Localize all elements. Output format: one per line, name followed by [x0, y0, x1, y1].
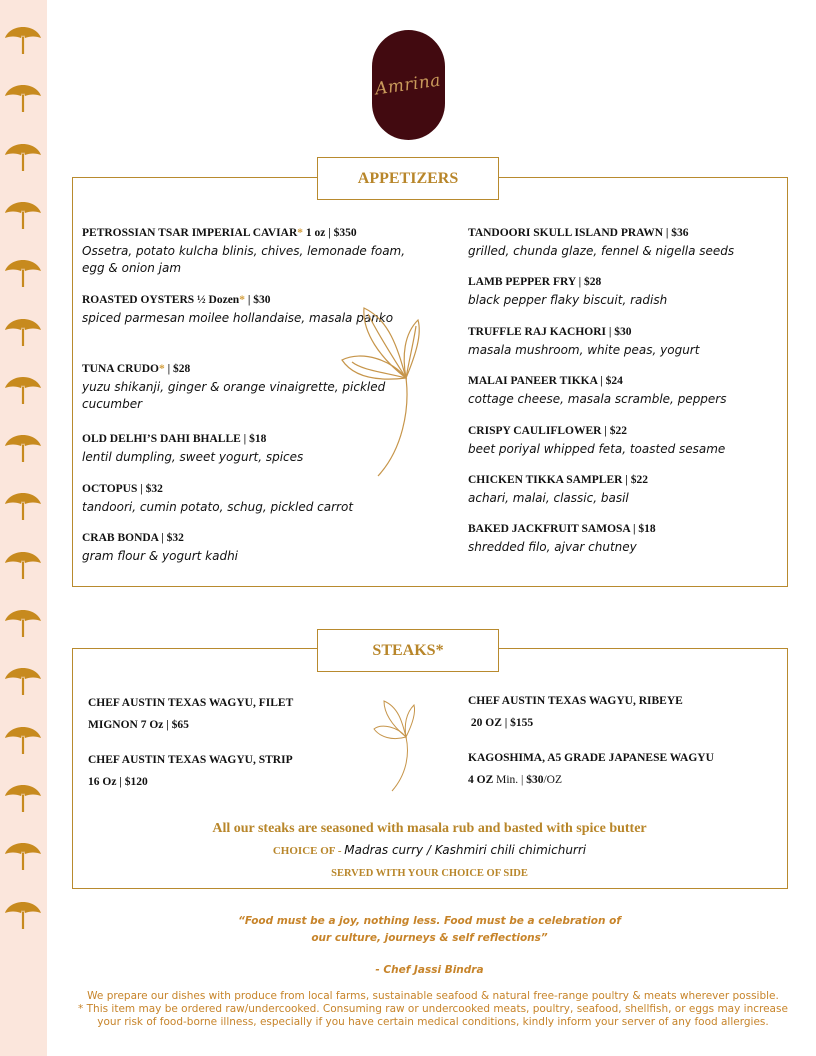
ginkgo-leaf-icon — [4, 548, 42, 580]
appetizers-title: APPETIZERS — [317, 157, 499, 200]
menu-item: ROASTED OYSTERS ½ Dozen* | $30 spiced parmesan moilee hollandaise, masala panko — [82, 294, 394, 325]
ginkgo-leaf-icon — [4, 839, 42, 871]
ginkgo-leaf-icon — [4, 140, 42, 172]
steak-ribeye: CHEF AUSTIN TEXAS WAGYU, RIBEYE 20 OZ | $155 — [468, 695, 683, 729]
ginkgo-leaf-icon — [4, 256, 42, 288]
menu-item: LAMB PEPPER FRY | $28 black pepper flaky biscuit, radish — [468, 276, 668, 307]
menu-item: TUNA CRUDO* | $28 yuzu shikanji, ginger & orange vinaigrette, pickled cucumber — [82, 363, 386, 411]
menu-item: CRAB BONDA | $32 gram flour & yogurt kadhi — [82, 532, 239, 563]
menu-item: BAKED JACKFRUIT SAMOSA | $18 shredded filo, ajvar chutney — [468, 523, 656, 554]
steaks-side: SERVED WITH YOUR CHOICE OF SIDE — [331, 868, 528, 879]
menu-item: TRUFFLE RAJ KACHORI | $30 masala mushroom, white peas, yogurt — [468, 326, 700, 357]
steak-kagoshima: KAGOSHIMA, A5 GRADE JAPANESE WAGYU 4 OZ Min. | $30/OZ — [468, 752, 714, 786]
menu-item: OCTOPUS | $32 tandoori, cumin potato, schug, pickled carrot — [82, 483, 354, 514]
steak-filet: CHEF AUSTIN TEXAS WAGYU, FILET MIGNON 7 Oz | $65 — [88, 697, 294, 731]
ginkgo-leaf-icon — [4, 23, 42, 55]
menu-item: OLD DELHI’S DAHI BHALLE | $18 lentil dumpling, sweet yogurt, spices — [82, 433, 304, 464]
menu-item: CHICKEN TIKKA SAMPLER | $22 achari, malai, classic, basil — [468, 474, 648, 505]
ginkgo-leaf-icon — [4, 373, 42, 405]
ginkgo-leaf-icon — [4, 664, 42, 696]
ginkgo-leaf-icon — [4, 489, 42, 521]
chef-name: - Chef Jassi Bindra — [375, 964, 484, 976]
steaks-title: STEAKS* — [317, 629, 499, 672]
menu-item: TANDOORI SKULL ISLAND PRAWN | $36 grilled, chunda glaze, fennel & nigella seeds — [468, 227, 735, 258]
steaks-choice: CHOICE OF - Madras curry / Kashmiri chili chimichurri — [272, 843, 587, 857]
steaks-note: All our steaks are seasoned with masala rub and basted with spice butter — [212, 821, 647, 836]
menu-item: MALAI PANEER TIKKA | $24 cottage cheese, masala scramble, peppers — [468, 375, 727, 406]
ginkgo-leaf-icon — [4, 81, 42, 113]
menu-item: PETROSSIAN TSAR IMPERIAL CAVIAR* 1 oz | $350 Ossetra, potato kulcha blinis, chives, lemonade foam, egg & onion jam — [82, 227, 406, 275]
ginkgo-leaf-icon — [4, 781, 42, 813]
ginkgo-leaf-icon — [4, 431, 42, 463]
ginkgo-leaf-icon — [332, 300, 432, 480]
menu-item: CRISPY CAULIFLOWER | $22 beet poriyal whipped feta, toasted sesame — [468, 425, 726, 456]
steak-strip: CHEF AUSTIN TEXAS WAGYU, STRIP 16 Oz | $120 — [88, 754, 293, 788]
ginkgo-leaf-icon — [4, 606, 42, 638]
ginkgo-leaf-icon — [4, 315, 42, 347]
ginkgo-leaf-icon — [370, 695, 420, 793]
footer-note: We prepare our dishes with produce from local farms, sustainable seafood & natural free-range poultry & meats wherever possible. * This item may be ordered raw/undercooked. Consuming raw or undercooked meats, poultry, seafood, shellfish, or eggs may increase your risk of food-borne illness, especially if you have certain medical conditions, kindly inform your server of any food allergies. — [78, 990, 788, 1028]
chef-quote: “Food must be a joy, nothing less. Food must be a celebration of our culture, journeys & self reflections” — [238, 915, 621, 944]
ginkgo-leaf-icon — [4, 898, 42, 930]
logo — [372, 30, 445, 140]
logo-text: Amrina — [374, 70, 443, 100]
ginkgo-leaf-icon — [4, 198, 42, 230]
decorative-strip — [0, 0, 47, 1056]
ginkgo-leaf-icon — [4, 723, 42, 755]
